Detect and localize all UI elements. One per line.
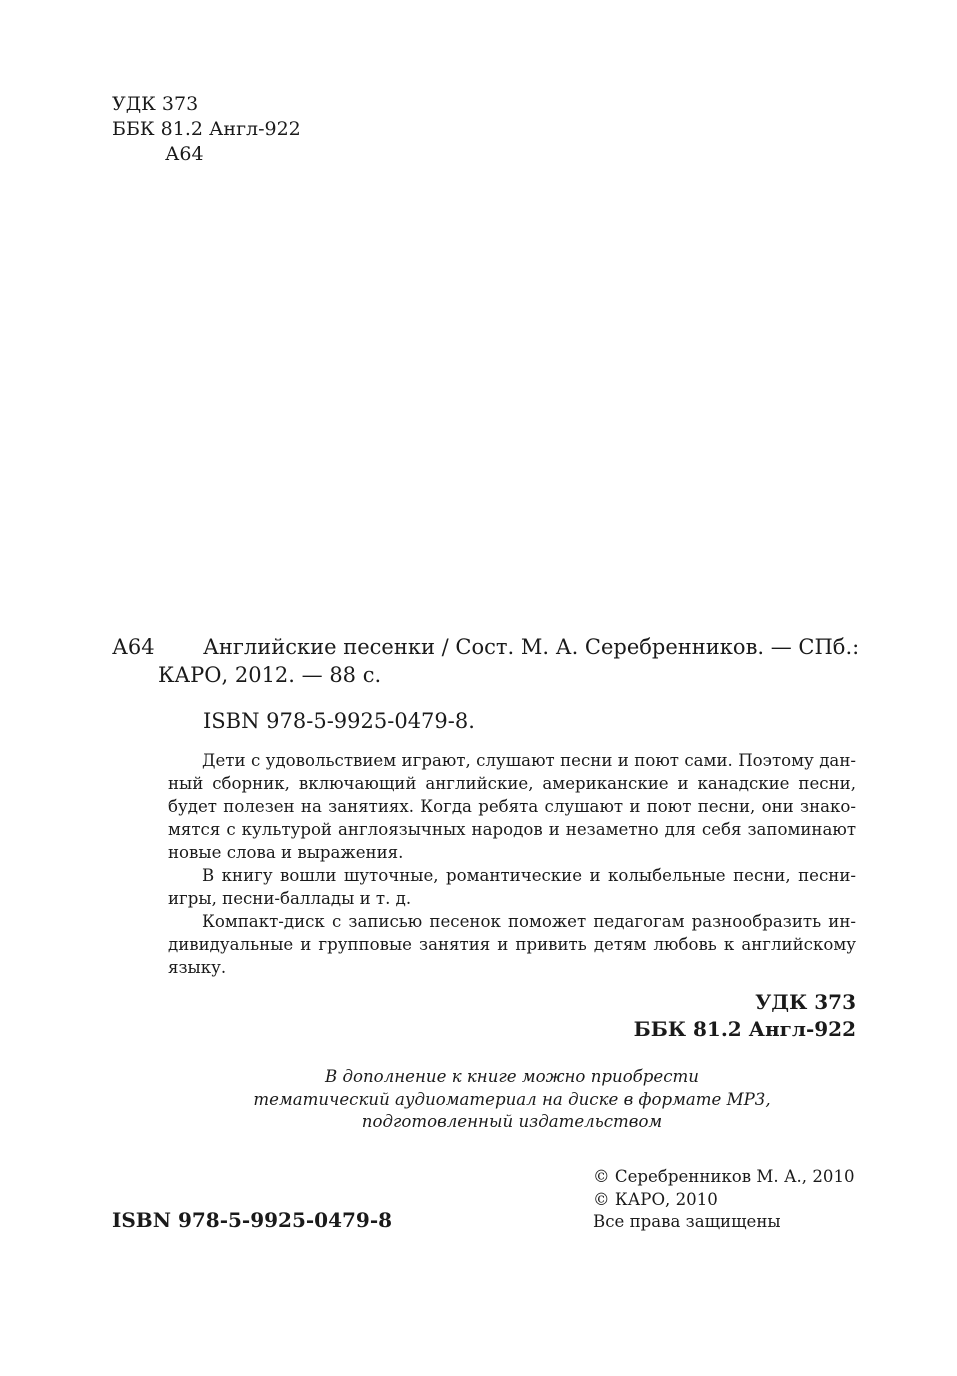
annotation-line: будет полезен на занятиях. Когда ребята слушают и поют песни, они знако-	[168, 797, 856, 816]
note-line: тематический аудиоматериал на диске в формате MP3,	[253, 1089, 771, 1109]
copyright-line: © Серебренников М. А., 2010	[593, 1167, 855, 1186]
annotation-line: ный сборник, включающий английские, американские и канадские песни,	[168, 774, 856, 793]
annotation-line: Дети с удовольствием играют, слушают песни и поют сами. Поэтому дан-	[202, 751, 856, 770]
annotation-line: новые слова и выражения.	[168, 843, 404, 862]
udk-code-bottom: УДК 373	[755, 990, 856, 1014]
annotation-line: игры, песни-баллады и т. д.	[168, 889, 412, 908]
annotation-line: В книгу вошли шуточные, романтические и колыбельные песни, песни-	[202, 866, 856, 885]
udk-code-top: УДК 373	[112, 93, 199, 115]
bibliographic-publisher-line: КАРО, 2012. — 88 с.	[158, 663, 382, 687]
author-code-top: А64	[165, 143, 204, 165]
annotation-line: дивидуальные и групповые занятия и привить детям любовь к английскому	[168, 935, 856, 954]
copyright-block	[593, 1166, 855, 1234]
annotation-line: Компакт-диск с записью песенок поможет педагогам разнообразить ин-	[202, 912, 856, 931]
isbn-main: ISBN 978-5-9925-0479-8.	[203, 709, 475, 733]
copyright-line: © КАРО, 2010	[593, 1189, 718, 1209]
annotation	[168, 749, 856, 979]
audio-note	[168, 1066, 856, 1134]
note-line: В дополнение к книге можно приобрести	[325, 1067, 699, 1086]
annotation-line: мятся с культурой англоязычных народов и незаметно для себя запоминают	[168, 820, 856, 839]
annotation-line: языку.	[168, 958, 227, 977]
bibliographic-title-line: Английские песенки / Сост. М. А. Серебренников. — СПб.:	[203, 635, 860, 659]
author-mark: А64	[112, 635, 155, 659]
bbk-code-bottom: ББК 81.2 Англ-922	[633, 1017, 856, 1041]
bbk-code-top: ББК 81.2 Англ-922	[112, 118, 301, 140]
isbn-bottom: ISBN 978-5-9925-0479-8	[112, 1208, 393, 1232]
note-line: подготовленный издательством	[361, 1112, 663, 1131]
rights-reserved: Все права защищены	[593, 1212, 781, 1231]
